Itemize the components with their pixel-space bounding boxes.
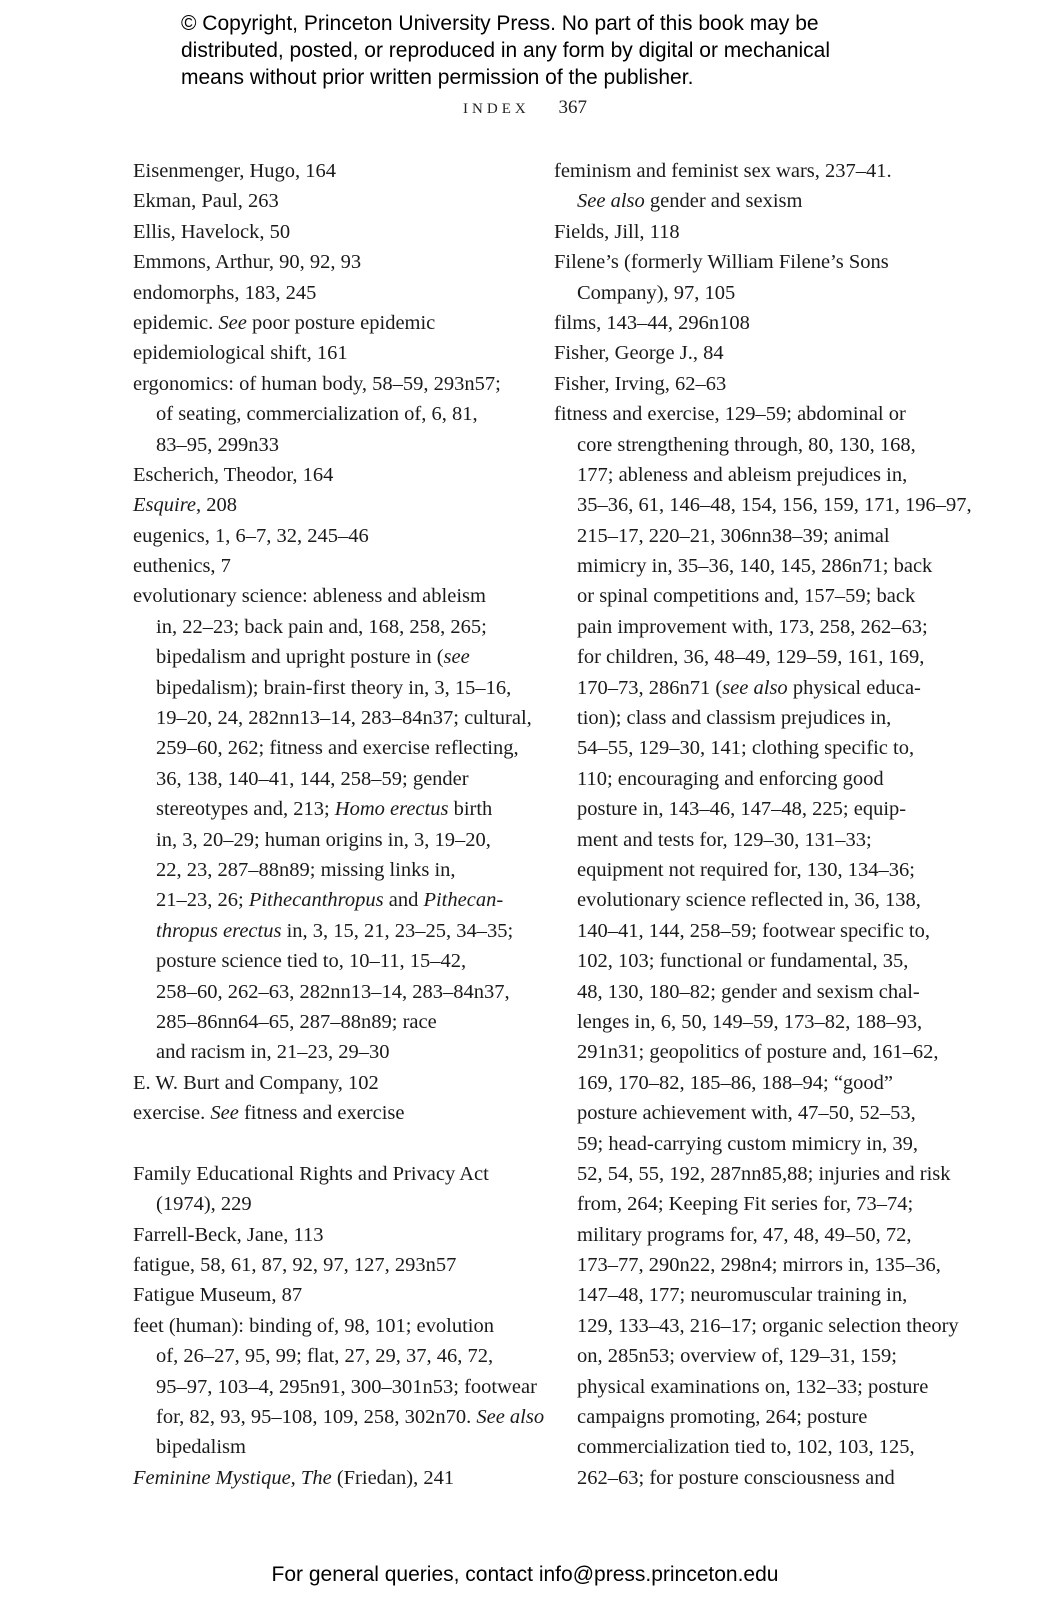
index-text: 83–95, 299n33: [156, 433, 279, 456]
index-entry: [133, 1311, 525, 1341]
index-text: 54–55, 129–30, 141; clothing specific to,: [577, 737, 915, 760]
index-text: exercise.: [133, 1102, 211, 1125]
index-entry-continuation: [133, 733, 525, 763]
index-text: Family Educational Rights and Privacy Act: [133, 1162, 489, 1185]
index-entry: [133, 1463, 525, 1493]
index-text: Fatigue Museum, 87: [133, 1284, 303, 1307]
index-text: (Friedan), 241: [331, 1466, 455, 1489]
index-entry: [554, 399, 934, 429]
index-entry: [133, 217, 525, 247]
index-entry-continuation: [554, 764, 934, 794]
copyright-notice: [181, 10, 901, 91]
index-text: in, 22–23; back pain and, 168, 258, 265;: [156, 615, 487, 638]
index-text: stereotypes and, 213;: [156, 798, 335, 821]
index-text: lenges in, 6, 50, 149–59, 173–82, 188–93,: [577, 1010, 923, 1033]
index-entry-continuation: [133, 825, 525, 855]
index-entry-continuation: [554, 825, 934, 855]
index-text: evolutionary science: ableness and ableism: [133, 585, 486, 608]
index-entry: [133, 278, 525, 308]
index-text: gender and sexism: [644, 190, 803, 213]
index-entry-continuation: [554, 1280, 934, 1310]
index-text: 129, 133–43, 216–17; organic selection theory: [577, 1314, 959, 1337]
page-number: 367: [558, 97, 587, 118]
index-entry: [133, 551, 525, 581]
index-entry-continuation: [133, 977, 525, 1007]
running-head-label: INDEX: [463, 101, 530, 117]
index-text: 147–48, 177; neuromuscular training in,: [577, 1284, 908, 1307]
index-text: for children, 36, 48–49, 129–59, 161, 169,: [577, 646, 925, 669]
index-text: equipment not required for, 130, 134–36;: [577, 858, 915, 881]
index-text: pain improvement with, 173, 258, 262–63;: [577, 615, 928, 638]
index-entry: [133, 308, 525, 338]
index-text: from, 264; Keeping Fit series for, 73–74;: [577, 1193, 914, 1216]
index-entry: [554, 369, 934, 399]
index-text: 258–60, 262–63, 282nn13–14, 283–84n37,: [156, 980, 510, 1003]
index-entry: [133, 186, 525, 216]
index-entry-continuation: [133, 1432, 525, 1462]
index-entry-continuation: [554, 1311, 959, 1341]
index-text: 177; ableness and ableism prejudices in,: [577, 463, 908, 486]
index-entry: [133, 1098, 525, 1128]
index-entry-continuation: [554, 186, 934, 216]
index-text-italic: Feminine Mystique, The: [133, 1466, 332, 1489]
index-entry-continuation: [133, 1037, 525, 1067]
index-entry: [133, 1250, 525, 1280]
index-entry-continuation: [133, 1007, 525, 1037]
index-text-italic: See: [210, 1102, 239, 1125]
index-entry-continuation: [554, 1250, 941, 1280]
index-text: 22, 23, 287–88n89; missing links in,: [156, 858, 456, 881]
index-text: of seating, commercialization of, 6, 81,: [156, 403, 478, 426]
index-entry: [133, 1068, 525, 1098]
index-text: fitness and exercise: [238, 1102, 405, 1125]
index-text: (1974), 229: [156, 1193, 252, 1216]
index-entry-continuation: [554, 430, 934, 460]
index-entry-continuation: [554, 1159, 951, 1189]
index-entry: [554, 247, 934, 277]
index-letter-gap: [133, 1129, 525, 1159]
index-text: 35–36, 61, 146–48, 154, 156, 159, 171, 196–97,: [577, 494, 972, 517]
index-entry-continuation: [133, 673, 525, 703]
index-entry-continuation: [554, 460, 934, 490]
index-entry-continuation: [554, 490, 972, 520]
index-entry-continuation: [133, 1341, 525, 1371]
index-text: , 208: [196, 494, 238, 517]
index-text: Fields, Jill, 118: [554, 220, 680, 243]
index-entry-continuation: [554, 1037, 939, 1067]
index-entry-continuation: [554, 581, 934, 611]
index-text-italic: See also: [476, 1406, 545, 1429]
index-entry: [554, 338, 934, 368]
index-text: endomorphs, 183, 245: [133, 281, 317, 304]
index-text-italic: See: [218, 311, 247, 334]
index-text-italic: Pithecanthropus: [248, 889, 384, 912]
index-entry-continuation: [554, 1432, 934, 1462]
copyright-line: distributed, posted, or reproduced in any form by digital or mechanical: [181, 39, 831, 62]
index-entry-continuation: [133, 612, 525, 642]
index-text: 259–60, 262; fitness and exercise reflecting,: [156, 737, 519, 760]
index-entry-continuation: [554, 916, 934, 946]
index-text: in, 3, 15, 21, 23–25, 34–35;: [281, 919, 514, 942]
index-entry-continuation: [554, 1189, 934, 1219]
index-text: Eisenmenger, Hugo, 164: [133, 160, 336, 182]
index-text-italic: Pithecan-: [423, 889, 504, 912]
index-column-right: [554, 156, 972, 1493]
index-entry-continuation: [554, 278, 934, 308]
index-text: evolutionary science reflected in, 36, 138,: [577, 889, 921, 912]
index-entry-continuation: [133, 1372, 537, 1402]
index-text: military programs for, 47, 48, 49–50, 72,: [577, 1223, 912, 1246]
index-text: Company), 97, 105: [577, 281, 736, 304]
index-entry-continuation: [554, 1341, 934, 1371]
index-text: 36, 138, 140–41, 144, 258–59; gender: [156, 767, 469, 790]
index-entry-continuation: [554, 885, 934, 915]
index-entry-continuation: [554, 733, 934, 763]
index-entry-continuation: [133, 703, 532, 733]
index-text: campaigns promoting, 264; posture: [577, 1406, 868, 1429]
index-entry-continuation: [133, 642, 525, 672]
copyright-line: means without prior written permission of the publisher.: [181, 66, 694, 89]
index-text: 52, 54, 55, 192, 287nn85,88; injuries and risk: [577, 1162, 951, 1185]
index-entry: [133, 369, 525, 399]
index-entry: [133, 1159, 525, 1189]
index-text: fatigue, 58, 61, 87, 92, 97, 127, 293n57: [133, 1254, 457, 1277]
index-text: core strengthening through, 80, 130, 168,: [577, 433, 916, 456]
index-text: physical examinations on, 132–33; posture: [577, 1375, 929, 1398]
index-text: Emmons, Arthur, 90, 92, 93: [133, 251, 362, 274]
index-entry: [133, 521, 525, 551]
index-text: tion); class and classism prejudices in,: [577, 707, 892, 730]
index-entry-continuation: [133, 885, 525, 915]
index-text: posture achievement with, 47–50, 52–53,: [577, 1102, 916, 1125]
index-text: in, 3, 20–29; human origins in, 3, 19–20,: [156, 828, 491, 851]
index-text: bipedalism); brain-first theory in, 3, 15–16,: [156, 676, 512, 699]
index-text: 102, 103; functional or fundamental, 35,: [577, 950, 909, 973]
index-text: posture science tied to, 10–11, 15–42,: [156, 950, 467, 973]
index-entry-continuation: [554, 1068, 934, 1098]
index-text: physical educa-: [787, 676, 921, 699]
index-text: 291n31; geopolitics of posture and, 161–62,: [577, 1041, 939, 1064]
index-text-italic: Homo erectus: [334, 798, 449, 821]
index-text: mimicry in, 35–36, 140, 145, 286n71; back: [577, 555, 933, 578]
index-text: and racism in, 21–23, 29–30: [156, 1041, 390, 1064]
index-text: feminism and feminist sex wars, 237–41.: [554, 160, 892, 182]
index-text: Farrell-Beck, Jane, 113: [133, 1223, 324, 1246]
index-entry-continuation: [133, 855, 525, 885]
index-entry-continuation: [554, 551, 934, 581]
index-entry: [133, 581, 525, 611]
index-text: 19–20, 24, 282nn13–14, 283–84n37; cultural,: [156, 707, 532, 730]
index-text: Escherich, Theodor, 164: [133, 463, 334, 486]
index-text: Fisher, George J., 84: [554, 342, 724, 365]
index-text: on, 285n53; overview of, 129–31, 159;: [577, 1345, 897, 1368]
index-entry-continuation: [554, 1220, 934, 1250]
index-entry: [133, 338, 525, 368]
index-text: E. W. Burt and Company, 102: [133, 1071, 379, 1094]
index-text: 140–41, 144, 258–59; footwear specific to,: [577, 919, 930, 942]
index-text: bipedalism and upright posture in (: [156, 646, 444, 669]
index-text: eugenics, 1, 6–7, 32, 245–46: [133, 524, 369, 547]
index-text: 110; encouraging and enforcing good: [577, 767, 884, 790]
index-text-italic: Esquire: [133, 494, 197, 517]
copyright-line: © Copyright, Princeton University Press. No part of this book may be: [181, 12, 819, 35]
index-entry-continuation: [554, 855, 934, 885]
index-entry-continuation: [554, 612, 934, 642]
index-text: ergonomics: of human body, 58–59, 293n57;: [133, 372, 501, 395]
index-text: for, 82, 93, 95–108, 109, 258, 302n70.: [156, 1406, 477, 1429]
index-text: fitness and exercise, 129–59; abdominal or: [554, 403, 906, 426]
index-entry-continuation: [133, 794, 525, 824]
index-text: 173–77, 290n22, 298n4; mirrors in, 135–36,: [577, 1254, 941, 1277]
index-text: feet (human): binding of, 98, 101; evolution: [133, 1314, 494, 1337]
index-text: Filene’s (formerly William Filene’s Sons: [554, 251, 889, 274]
index-entry-continuation: [133, 430, 525, 460]
index-text: ment and tests for, 129–30, 131–33;: [577, 828, 872, 851]
index-entry: [554, 217, 934, 247]
index-entry-continuation: [554, 794, 934, 824]
index-text: 170–73, 286n71 (: [577, 676, 723, 699]
index-text: of, 26–27, 95, 99; flat, 27, 29, 37, 46, 72,: [156, 1345, 494, 1368]
index-text: posture in, 143–46, 147–48, 225; equip-: [577, 798, 907, 821]
index-entry: [133, 156, 525, 186]
index-entry: [554, 156, 934, 186]
index-text: 48, 130, 180–82; gender and sexism chal-: [577, 980, 920, 1003]
index-entry-continuation: [133, 399, 525, 429]
index-entry: [133, 490, 525, 520]
index-text: birth: [448, 798, 493, 821]
index-text: epidemiological shift, 161: [133, 342, 348, 365]
index-text: 59; head-carrying custom mimicry in, 39,: [577, 1132, 919, 1155]
index-entry-continuation: [133, 946, 525, 976]
index-entry-continuation: [554, 642, 934, 672]
index-text: Fisher, Irving, 62–63: [554, 372, 727, 395]
index-entry-continuation: [133, 764, 525, 794]
index-entry-continuation: [133, 916, 525, 946]
index-text-italic: see: [443, 646, 470, 669]
index-entry: [133, 1220, 525, 1250]
index-text: 21–23, 26;: [156, 889, 249, 912]
index-entry: [133, 247, 525, 277]
index-text: films, 143–44, 296n108: [554, 311, 750, 334]
index-entry: [554, 308, 934, 338]
index-entry-continuation: [554, 1372, 934, 1402]
index-text: commercialization tied to, 102, 103, 125,: [577, 1436, 915, 1459]
index-column-left: [133, 156, 545, 1493]
index-entry-continuation: [554, 673, 934, 703]
index-text: bipedalism: [156, 1436, 246, 1459]
index-entry: [133, 1280, 525, 1310]
index-entry-continuation: [554, 1007, 934, 1037]
index-text: Ekman, Paul, 263: [133, 190, 279, 213]
index-text: and: [383, 889, 424, 912]
index-entry-continuation: [554, 1463, 934, 1493]
index-entry-continuation: [554, 1129, 934, 1159]
index-text: or spinal competitions and, 157–59; back: [577, 585, 916, 608]
index-entry-continuation: [554, 703, 934, 733]
index-text: epidemic.: [133, 311, 219, 334]
index-text: 169, 170–82, 185–86, 188–94; “good”: [577, 1071, 894, 1094]
index-entry-continuation: [554, 1402, 934, 1432]
index-text-italic: thropus erectus: [156, 919, 282, 942]
index-entry-continuation: [554, 946, 934, 976]
running-head: [0, 97, 1050, 119]
index-entry: [133, 460, 525, 490]
index-text: Ellis, Havelock, 50: [133, 220, 291, 243]
index-text: poor posture epidemic: [246, 311, 436, 334]
index-text: 285–86nn64–65, 287–88n89; race: [156, 1010, 437, 1033]
index-text: 262–63; for posture consciousness and: [577, 1466, 895, 1489]
index-text: 215–17, 220–21, 306nn38–39; animal: [577, 524, 890, 547]
index-entry-continuation: [133, 1189, 525, 1219]
index-text: euthenics, 7: [133, 555, 231, 578]
index-entry-continuation: [554, 1098, 934, 1128]
index-entry-continuation: [133, 1402, 545, 1432]
index-text: 95–97, 103–4, 295n91, 300–301n53; footwear: [156, 1375, 537, 1398]
footer-contact: For general queries, contact info@press.princeton.edu: [271, 1563, 779, 1586]
index-entry-continuation: [554, 977, 934, 1007]
index-text-italic: See also: [577, 190, 645, 213]
index-entry-continuation: [554, 521, 934, 551]
index-text-italic: see also: [722, 676, 788, 699]
